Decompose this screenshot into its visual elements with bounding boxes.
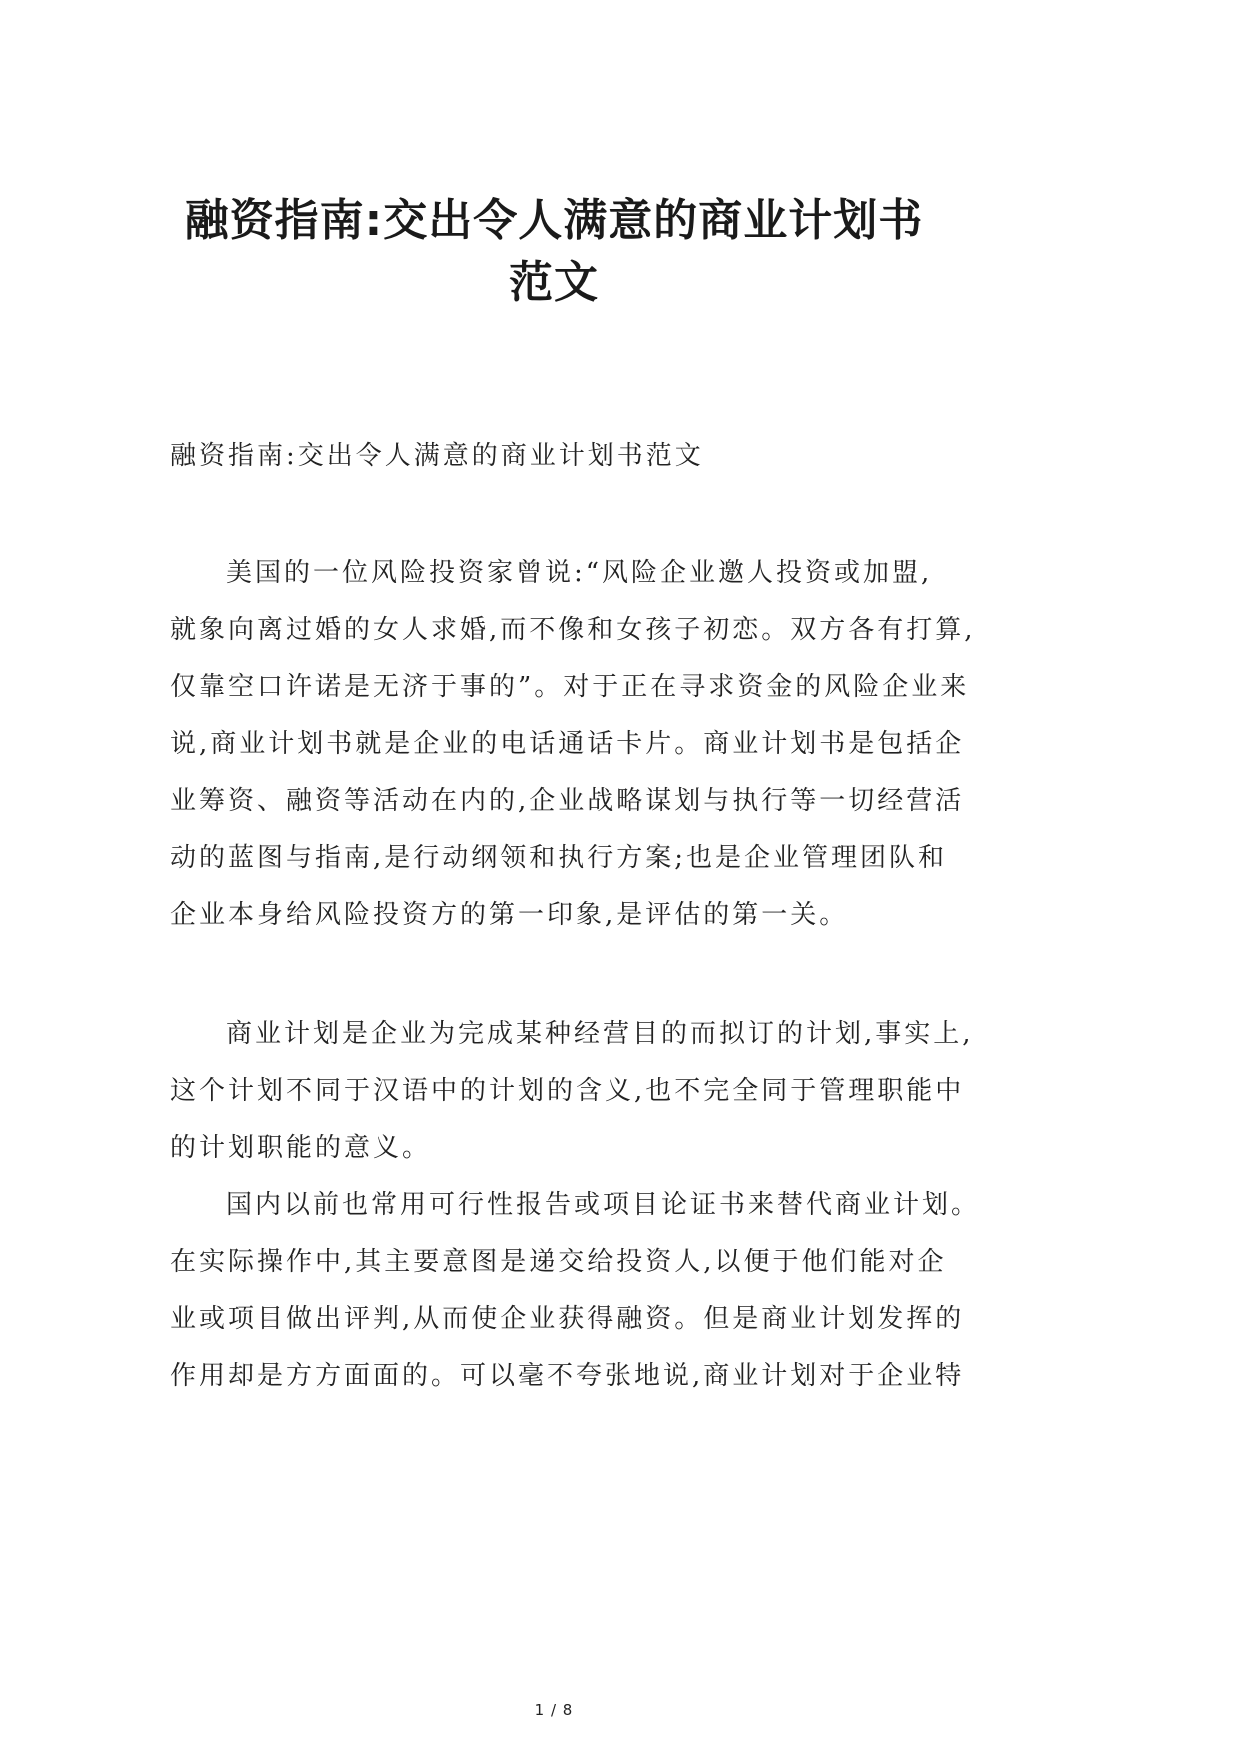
page-number: 1 / 8 — [534, 1701, 574, 1719]
paragraph-line: 说,商业计划书就是企业的电话通话卡片。商业计划书是包括企 — [170, 729, 965, 759]
paragraph-line: 动的蓝图与指南,是行动纲领和执行方案;也是企业管理团队和 — [170, 843, 948, 873]
paragraph-line: 的计划职能的意义。 — [170, 1133, 432, 1163]
paragraph-line: 商业计划是企业为完成某种经营目的而拟订的计划,事实上, — [226, 1019, 974, 1049]
paragraph-line: 美国的一位风险投资家曾说:“风险企业邀人投资或加盟, — [226, 558, 933, 588]
paragraph-2 — [170, 1006, 974, 1177]
paragraph-line: 在实际操作中,其主要意图是递交给投资人,以便于他们能对企 — [170, 1247, 947, 1277]
paragraph-line: 业或项目做出评判,从而使企业获得融资。但是商业计划发挥的 — [170, 1304, 965, 1334]
paragraph-1 — [170, 545, 976, 944]
paragraph-line: 作用却是方方面面的。可以毫不夸张地说,商业计划对于企业特 — [170, 1361, 965, 1391]
paragraph-line: 仅靠空口许诺是无济于事的”。对于正在寻求资金的风险企业来 — [170, 672, 970, 702]
paragraph-line: 企业本身给风险投资方的第一印象,是评估的第一关。 — [170, 900, 849, 930]
paragraph-3 — [170, 1177, 981, 1405]
paragraph-line: 就象向离过婚的女人求婚,而不像和女孩子初恋。双方各有打算, — [170, 615, 976, 645]
document-title — [120, 190, 988, 314]
paragraph-line: 业筹资、融资等活动在内的,企业战略谋划与执行等一切经营活 — [170, 786, 965, 816]
document-title-line-2: 范文 — [509, 257, 599, 308]
document-subtitle: 融资指南:交出令人满意的商业计划书范文 — [170, 441, 704, 471]
paragraph-line: 这个计划不同于汉语中的计划的含义,也不完全同于管理职能中 — [170, 1076, 965, 1106]
paragraph-line: 国内以前也常用可行性报告或项目论证书来替代商业计划。 — [226, 1190, 981, 1220]
document-title-line-1: 融资指南:交出令人满意的商业计划书 — [184, 195, 924, 246]
